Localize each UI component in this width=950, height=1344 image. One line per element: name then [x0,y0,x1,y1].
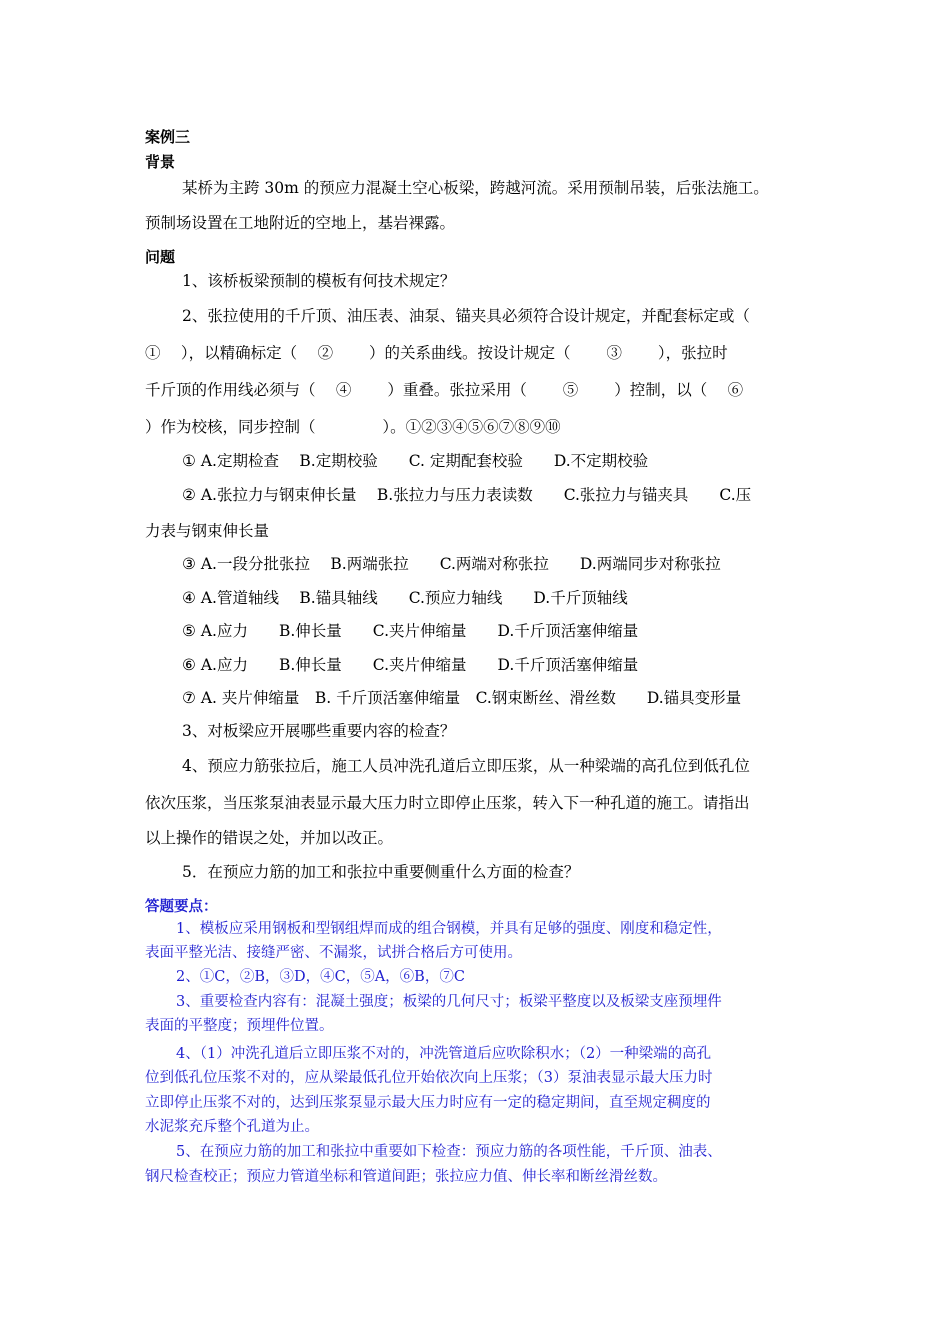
option-line: ④ A.管道轴线 B.锚具轴线 C.预应力轴线 D.千斤顶轴线 [182,589,628,607]
option-line: ③ A.一段分批张拉 B.两端张拉 C.两端对称张拉 D.两端同步对称张拉 [182,555,721,573]
question-line: 千斤顶的作用线必须与（ ④ ）重叠。张拉采用（ ⑤ ）控制，以（ ⑥ [145,381,744,399]
option-line: ② A.张拉力与钢束伸长量 B.张拉力与压力表读数 C.张拉力与锚夹具 C.压 [182,486,752,504]
option-line: ⑦ A. 夹片伸缩量 B. 千斤顶活塞伸缩量 C.钢束断丝、滑丝数 D.锚具变形量 [182,689,742,707]
answer-line: 1、模板应采用钢板和型钢组焊而成的组合钢模，并具有足够的强度、刚度和稳定性， [176,921,722,937]
answer-line: 4、（1）冲洗孔道后立即压浆不对的，冲洗管道后应吹除积水；（2）一种梁端的高孔 [176,1046,712,1062]
question-line: 2、张拉使用的千斤顶、油压表、油泵、锚夹具必须符合设计规定，并配套标定或（ [182,307,750,325]
option-line: ⑤ A.应力 B.伸长量 C.夹片伸缩量 D.千斤顶活塞伸缩量 [182,622,639,640]
background-heading: 背景 [145,153,176,171]
answer-line: 表面平整光洁、接缝严密、不漏浆，试拼合格后方可使用。 [145,945,522,961]
answer-line: 5、在预应力筋的加工和张拉中重要如下检查：预应力筋的各项性能，千斤顶、油表、 [176,1144,722,1160]
answer-line: 2、①C，②B，③D，④C，⑤A，⑥B，⑦C [176,969,465,985]
option-line: ⑥ A.应力 B.伸长量 C.夹片伸缩量 D.千斤顶活塞伸缩量 [182,656,639,674]
background-line: 某桥为主跨 30m 的预应力混凝土空心板梁，跨越河流。采用预制吊装，后张法施工。 [182,179,769,197]
answer-line: 3、重要检查内容有：混凝土强度；板梁的几何尺寸；板梁平整度以及板梁支座预埋件 [176,994,722,1010]
question-heading: 问题 [145,248,176,266]
question-line: 3、对板梁应开展哪些重要内容的检查？ [182,722,456,740]
answer-line: 位到低孔位压浆不对的，应从梁最低孔位开始依次向上压浆；（3）泵油表显示最大压力时 [145,1070,713,1086]
option-line: 力表与钢束伸长量 [145,522,270,540]
option-line: ① A.定期检查 B.定期校验 C. 定期配套校验 D.不定期校验 [182,452,649,470]
question-line: 以上操作的错误之处，并加以改正。 [145,829,394,847]
background-line: 预制场设置在工地附近的空地上，基岩裸露。 [145,214,456,232]
answer-line: 水泥浆充斥整个孔道为止。 [145,1119,319,1135]
question-line: ① ），以精确标定（ ② ）的关系曲线。按设计规定（ ③ ），张拉时 [145,344,728,362]
case-title: 案例三 [145,128,191,146]
answer-line: 钢尺检查校正；预应力管道坐标和管道间距；张拉应力值、伸长率和断丝滑丝数。 [145,1169,667,1185]
question-line: ）作为校核，同步控制（ ）。①②③④⑤⑥⑦⑧⑨⑩ [145,418,561,436]
question-line: 5．在预应力筋的加工和张拉中重要侧重什么方面的检查？ [182,863,580,881]
question-line: 1、该桥板梁预制的模板有何技术规定？ [182,272,456,290]
answer-line: 立即停止压浆不对的，达到压浆泵显示最大压力时应有一定的稳定期间，直至规定稠度的 [145,1095,711,1111]
question-line: 4、预应力筋张拉后，施工人员冲洗孔道后立即压浆，从一种梁端的高孔位到低孔位 [182,757,750,775]
question-line: 依次压浆，当压浆泵油表显示最大压力时立即停止压浆，转入下一种孔道的施工。请指出 [145,794,750,812]
answer-line: 表面的平整度；预埋件位置。 [145,1018,334,1034]
answer-heading: 答题要点： [145,899,218,915]
